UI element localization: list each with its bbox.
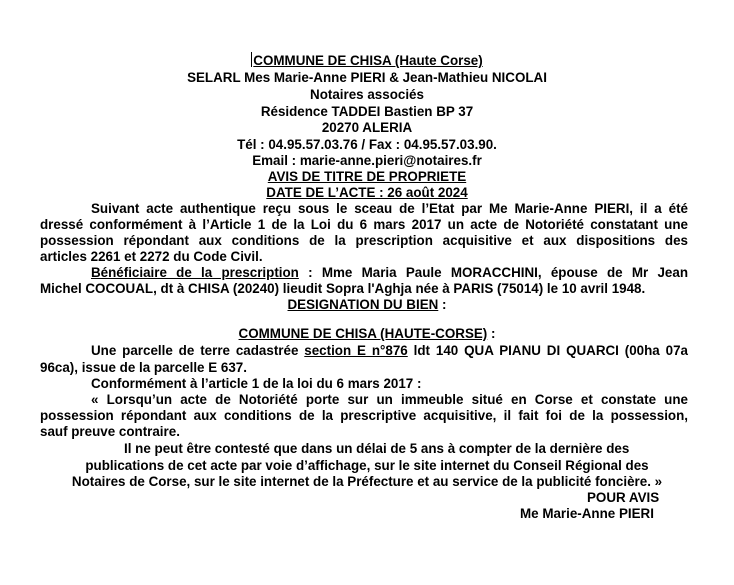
header-email: Email : marie-anne.pieri@notaires.fr bbox=[252, 153, 482, 168]
parcel-reference: section E n°876 bbox=[304, 343, 408, 358]
notice-title: AVIS DE TITRE DE PROPRIETE bbox=[267, 169, 467, 184]
header-residence: Résidence TADDEI Bastien BP 37 bbox=[260, 104, 474, 119]
signature: Me Marie-Anne PIERI bbox=[520, 506, 654, 521]
header-city: 20270 ALERIA bbox=[321, 120, 413, 135]
header-firm: SELARL Mes Marie-Anne PIERI & Jean-Mathieu NICOLAI bbox=[187, 70, 547, 85]
quote-line-2: possession répondant aux conditions de la prescriptive acquisitive, il fait foi de la possession, bbox=[40, 408, 688, 423]
contest-line-3: Notaires de Corse, sur le site internet de la Préfecture et au service de la publicité foncière. » bbox=[71, 474, 663, 489]
parcel-line-2: 96ca), issue de la parcelle E 637. bbox=[40, 360, 247, 375]
paragraph-1-line-1: Suivant acte authentique reçu sous le sceau de l’Etat par Me Marie-Anne PIERI, il a été bbox=[91, 201, 688, 216]
beneficiary-label: Bénéficiaire de la prescription bbox=[91, 265, 299, 280]
quote-line-1: « Lorsqu’un acte de Notoriété porte sur un immeuble situé en Corse et constate une bbox=[91, 392, 688, 407]
commune-heading: COMMUNE DE CHISA (HAUTE-CORSE) : bbox=[238, 326, 496, 341]
header-role: Notaires associés bbox=[310, 87, 424, 102]
parcel-line-1: Une parcelle de terre cadastrée section E n°876 ldt 140 QUA PIANU DI QUARCI (00ha 07a bbox=[91, 343, 688, 358]
notice-date: DATE DE L’ACTE : 26 août 2024 bbox=[266, 185, 468, 200]
quote-line-3: sauf preuve contraire. bbox=[40, 424, 180, 439]
header-commune: COMMUNE DE CHISA (Haute Corse) bbox=[253, 53, 483, 68]
beneficiary-line-2: Michel COCOUAL, dt à CHISA (20240) lieudit Sopra l'Aghja née à PARIS (75014) le 10 avril 1948. bbox=[40, 281, 646, 296]
header-phone: Tél : 04.95.57.03.76 / Fax : 04.95.57.03.90. bbox=[237, 137, 497, 152]
beneficiary-line-1: Bénéficiaire de la prescription : Mme Maria Paule MORACCHINI, épouse de Mr Jean bbox=[91, 265, 688, 280]
paragraph-1-line-2: dressé conformément à l’Article 1 de la Loi du 6 mars 2017 un acte de Notoriété constatant une bbox=[40, 217, 688, 232]
contest-line-2: publications de cet acte par voie d’affichage, sur le site internet du Conseil Régional des bbox=[85, 458, 649, 473]
pour-avis: POUR AVIS bbox=[587, 490, 660, 505]
paragraph-1-line-3: possession répondant aux conditions de la prescription acquisitive et aux dispositions des bbox=[40, 233, 688, 248]
paragraph-1-line-4: articles 2261 et 2272 du Code Civil. bbox=[40, 249, 263, 264]
article-intro: Conformément à l’article 1 de la loi du 6 mars 2017 : bbox=[91, 376, 422, 391]
designation-heading: DESIGNATION DU BIEN : bbox=[287, 297, 447, 312]
contest-line-1: Il ne peut être contesté que dans un délai de 5 ans à compter de la dernière des bbox=[124, 441, 630, 456]
